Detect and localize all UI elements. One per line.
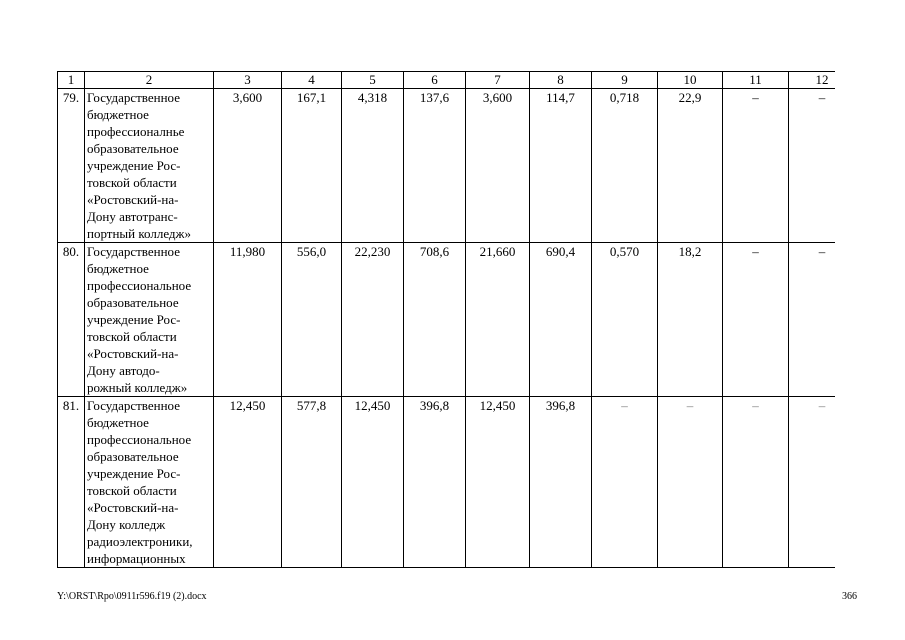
value-cell: 21,660 — [466, 243, 530, 397]
column-header: 6 — [404, 72, 466, 89]
table-body — [58, 72, 836, 568]
row-number: 80. — [58, 243, 85, 397]
institution-name-line: учреждение Рос- — [87, 466, 181, 481]
column-header: 12 — [789, 72, 836, 89]
column-header: 2 — [85, 72, 214, 89]
institution-name — [85, 397, 214, 568]
value-cell: 0,570 — [592, 243, 658, 397]
page-number: 366 — [842, 591, 857, 602]
value-cell: 396,8 — [404, 397, 466, 568]
institution-name-line: Государственное — [87, 398, 180, 413]
column-header: 3 — [214, 72, 282, 89]
table-row — [58, 397, 836, 568]
institution-name-line: товской области — [87, 483, 177, 498]
row-number: 79. — [58, 89, 85, 243]
column-header: 10 — [658, 72, 723, 89]
value-cell: 3,600 — [466, 89, 530, 243]
institution-name-line: информационных — [87, 551, 186, 566]
document-table-container — [57, 71, 835, 575]
institution-name-line: «Ростовский-на- — [87, 192, 179, 207]
institution-name-line: радиоэлектроники, — [87, 534, 193, 549]
data-table — [57, 71, 835, 568]
column-header: 11 — [723, 72, 789, 89]
value-cell: 11,980 — [214, 243, 282, 397]
value-cell: 12,450 — [466, 397, 530, 568]
institution-name-line: образовательное — [87, 141, 179, 156]
empty-value-cell: – — [723, 243, 789, 397]
table-row — [58, 243, 836, 397]
column-number-row — [58, 72, 836, 89]
empty-value-cell: – — [723, 89, 789, 243]
value-cell: 12,450 — [214, 397, 282, 568]
empty-value-cell: – — [592, 397, 658, 568]
value-cell: 18,2 — [658, 243, 723, 397]
value-cell: 22,9 — [658, 89, 723, 243]
institution-name-line: образовательное — [87, 295, 179, 310]
institution-name-line: «Ростовский-на- — [87, 346, 179, 361]
value-cell: 690,4 — [530, 243, 592, 397]
value-cell: 3,600 — [214, 89, 282, 243]
institution-name-line: Государственное — [87, 90, 180, 105]
value-cell: 556,0 — [282, 243, 342, 397]
institution-name-line: товской области — [87, 329, 177, 344]
institution-name-line: бюджетное — [87, 261, 149, 276]
institution-name-line: товской области — [87, 175, 177, 190]
value-cell: 167,1 — [282, 89, 342, 243]
column-header: 4 — [282, 72, 342, 89]
institution-name-line: профессиональное — [87, 278, 192, 293]
institution-name-line: рожный колледж» — [87, 380, 188, 395]
column-header: 9 — [592, 72, 658, 89]
table-row — [58, 89, 836, 243]
institution-name-line: Дону колледж — [87, 517, 166, 532]
value-cell: 577,8 — [282, 397, 342, 568]
value-cell: 22,230 — [342, 243, 404, 397]
value-cell: 4,318 — [342, 89, 404, 243]
institution-name-line: образовательное — [87, 449, 179, 464]
value-cell: 0,718 — [592, 89, 658, 243]
institution-name-line: Дону автодо- — [87, 363, 160, 378]
empty-value-cell: – — [723, 397, 789, 568]
institution-name-line: Государственное — [87, 244, 180, 259]
institution-name-line: бюджетное — [87, 107, 149, 122]
institution-name-line: «Ростовский-на- — [87, 500, 179, 515]
empty-value-cell: – — [789, 243, 836, 397]
institution-name — [85, 89, 214, 243]
institution-name-line: учреждение Рос- — [87, 312, 181, 327]
institution-name-line: профессионалньe — [87, 124, 185, 139]
footer-file-path: Y:\ORST\Rpo\0911r596.f19 (2).docx — [57, 591, 207, 602]
institution-name-line: портный колледж» — [87, 226, 192, 241]
row-number: 81. — [58, 397, 85, 568]
column-header: 7 — [466, 72, 530, 89]
institution-name-line: учреждение Рос- — [87, 158, 181, 173]
empty-value-cell: – — [789, 397, 836, 568]
value-cell: 137,6 — [404, 89, 466, 243]
value-cell: 396,8 — [530, 397, 592, 568]
institution-name — [85, 243, 214, 397]
value-cell: 12,450 — [342, 397, 404, 568]
empty-value-cell: – — [658, 397, 723, 568]
institution-name-line: бюджетное — [87, 415, 149, 430]
institution-name-line: профессиональное — [87, 432, 192, 447]
value-cell: 708,6 — [404, 243, 466, 397]
column-header: 5 — [342, 72, 404, 89]
column-header: 1 — [58, 72, 85, 89]
value-cell: 114,7 — [530, 89, 592, 243]
column-header: 8 — [530, 72, 592, 89]
empty-value-cell: – — [789, 89, 836, 243]
institution-name-line: Дону автотранс- — [87, 209, 178, 224]
